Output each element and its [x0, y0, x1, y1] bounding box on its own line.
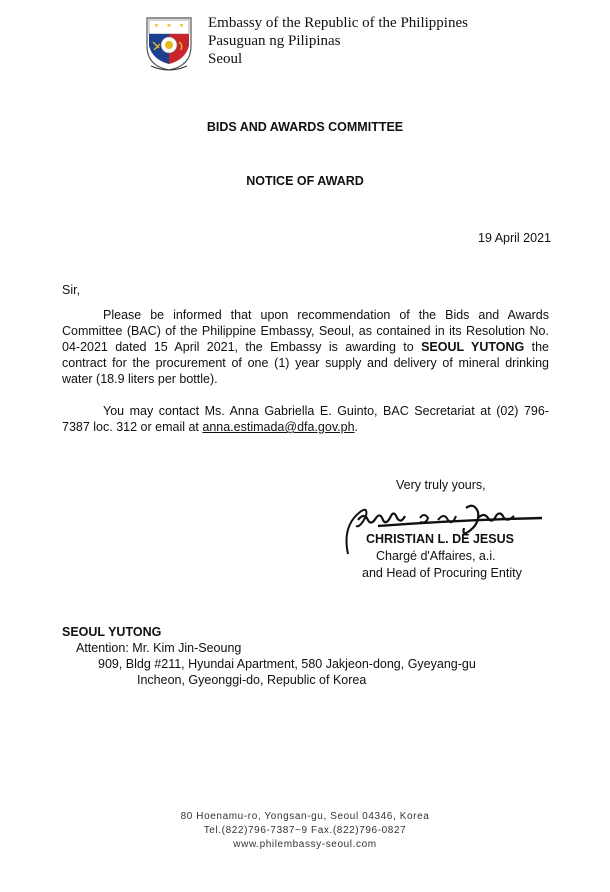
footer-phone-fax: Tel.(822)796-7387~9 Fax.(822)796-0827 [203, 825, 407, 836]
footer-website: www.philembassy-seoul.com [233, 839, 377, 850]
contact-paragraph [62, 403, 549, 435]
closing: Very truly yours, [396, 478, 486, 492]
recipient-address-line1: 909, Bldg #211, Hyundai Apartment, 580 Jakjeon-dong, Gyeyang-gu [98, 657, 476, 671]
recipient-address-line2: Incheon, Gyeonggi-do, Republic of Korea [137, 673, 367, 687]
letter-date: 19 April 2021 [478, 231, 551, 245]
salutation: Sir, [62, 283, 81, 297]
signatory-title-2: and Head of Procuring Entity [362, 566, 522, 580]
contact-paragraph-end: . [354, 420, 359, 434]
award-paragraph [62, 307, 549, 387]
notice-title: NOTICE OF AWARD [246, 174, 364, 188]
award-paragraph-text: Please be informed that upon recommendation of the Bids and Awards Committee (BAC) of the Philippine Embassy, Seoul, as contained in its Resolution No. 04-2021 dated 15 April 2021, the Embassy is awarding to [62, 308, 549, 354]
philippine-coat-of-arms-seal [143, 14, 195, 72]
contact-paragraph-text: You may contact Ms. Anna Gabriella E. Guinto, BAC Secretariat at (02) 796-7387 loc. 312 or email at [62, 404, 549, 434]
committee-heading: BIDS AND AWARDS COMMITTEE [206, 120, 404, 134]
signatory-title: Chargé d'Affaires, a.i. [376, 549, 496, 563]
recipient-attention: Attention: Mr. Kim Jin-Seoung [76, 641, 242, 655]
letterhead-filipino-name: Pasuguan ng Pilipinas [208, 33, 341, 49]
recipient-name: SEOUL YUTONG [62, 625, 162, 639]
footer-address: 80 Hoenamu-ro, Yongsan-gu, Seoul 04346, Korea [180, 811, 430, 822]
awardee-name-bold: SEOUL YUTONG [421, 340, 525, 354]
award-paragraph-text-end: the contract for the procurement of one (1) year supply and delivery of mineral drinking water (18.9 liters per bottle). [62, 340, 549, 386]
email-link[interactable]: anna.estimada@dfa.gov.ph [202, 420, 355, 434]
signatory-name: CHRISTIAN L. DE JESUS [366, 532, 514, 546]
letterhead-city: Seoul [208, 51, 243, 67]
letterhead-embassy-name: Embassy of the Republic of the Philippines [208, 15, 468, 31]
